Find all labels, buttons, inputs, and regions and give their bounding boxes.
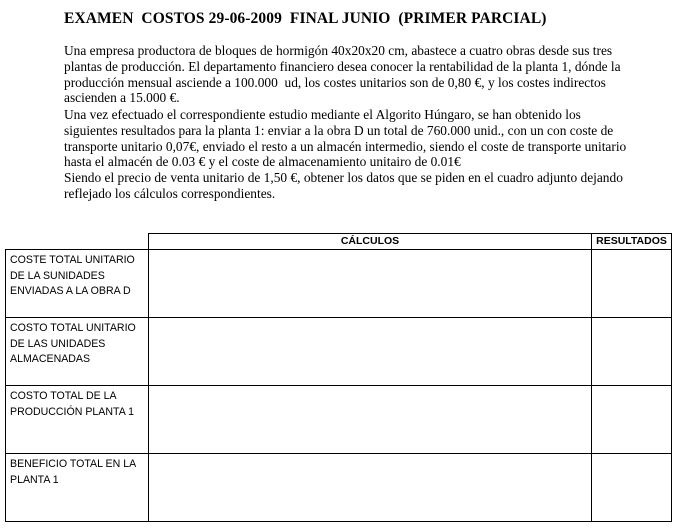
calculos-cell[interactable]: [149, 318, 592, 386]
calculos-cell[interactable]: [149, 454, 592, 522]
table-row: [6, 454, 672, 522]
answer-table: [5, 233, 672, 522]
table-row: [6, 318, 672, 386]
resultados-cell[interactable]: [592, 454, 672, 522]
row-label-line: DE LAS UNIDADES: [10, 337, 106, 350]
row-label-line: ALMACENADAS: [10, 353, 91, 365]
row-label-line: COSTO TOTAL DE LA: [10, 390, 117, 402]
resultados-cell[interactable]: [592, 386, 672, 454]
row-label-coste-unitario-obra-d: [6, 250, 149, 318]
table-row: [6, 386, 672, 454]
paragraph-line: Una empresa productora de bloques de hormigón 40x20x20 cm, abastece a cuatro obras desde sus tres: [64, 43, 613, 58]
calculos-cell[interactable]: [149, 250, 592, 318]
problem-paragraph-2: [64, 107, 674, 170]
paragraph-line: siguientes resultados para la planta 1: enviar a la obra D un total de 760.000 unid., con un con coste de: [64, 122, 614, 138]
problem-paragraph-3: [64, 170, 674, 202]
row-label-line: COSTO TOTAL UNITARIO: [10, 322, 136, 334]
row-label-line: PRODUCCIÓN PLANTA 1: [10, 405, 135, 418]
resultados-cell[interactable]: [592, 318, 672, 386]
paragraph-line: ascienden a 15.000 €.: [64, 90, 180, 106]
row-label-line: DE LA SUNIDADES: [10, 269, 105, 282]
header-calculos: CÁLCULOS: [149, 234, 592, 250]
row-label-line: ENVIADAS A LA OBRA D: [10, 285, 131, 297]
row-label-costo-total-produccion: [6, 386, 149, 454]
calculos-cell[interactable]: [149, 386, 592, 454]
row-label-beneficio-total: [6, 454, 149, 522]
table-header-row: [6, 234, 672, 250]
table-row: [6, 250, 672, 318]
exam-title: EXAMEN COSTOS 29-06-2009 FINAL JUNIO (PRIMER PARCIAL): [64, 10, 547, 27]
problem-paragraph-1: [64, 43, 674, 106]
row-label-line: PLANTA 1: [10, 473, 59, 486]
paragraph-line: plantas de producción. El departamento financiero desea conocer la rentabilidad de la planta 1, dónde la: [64, 58, 621, 74]
table-corner-cell: [6, 234, 149, 250]
header-resultados: RESULTADOS: [592, 234, 672, 250]
paragraph-line: Siendo el precio de venta unitario de 1,50 €, obtener los datos que se piden en el cuadro adjunto dejando: [64, 170, 623, 185]
row-label-line: BENEFICIO TOTAL EN LA: [10, 458, 137, 470]
row-label-line: COSTE TOTAL UNITARIO: [10, 254, 135, 266]
paragraph-line: hasta el almacén de 0.03 € y el coste de almacenamiento unitairo de 0.01€: [64, 154, 461, 170]
paragraph-line: transporte unitario 0,07€, enviado el resto a un almacén intermedio, siendo el coste de transporte unitario: [64, 138, 627, 154]
row-label-costo-unitario-almacenadas: [6, 318, 149, 386]
paragraph-line: Una vez efectuado el correspondiente estudio mediante el Algorito Húngaro, se han obtenido los: [64, 107, 581, 122]
paragraph-line: producción mensual asciende a 100.000 ud, los costes unitarios son de 0,80 €, y los costes indirectos: [64, 74, 606, 90]
resultados-cell[interactable]: [592, 250, 672, 318]
paragraph-line: reflejado los cálculos correspondientes.: [64, 185, 276, 201]
